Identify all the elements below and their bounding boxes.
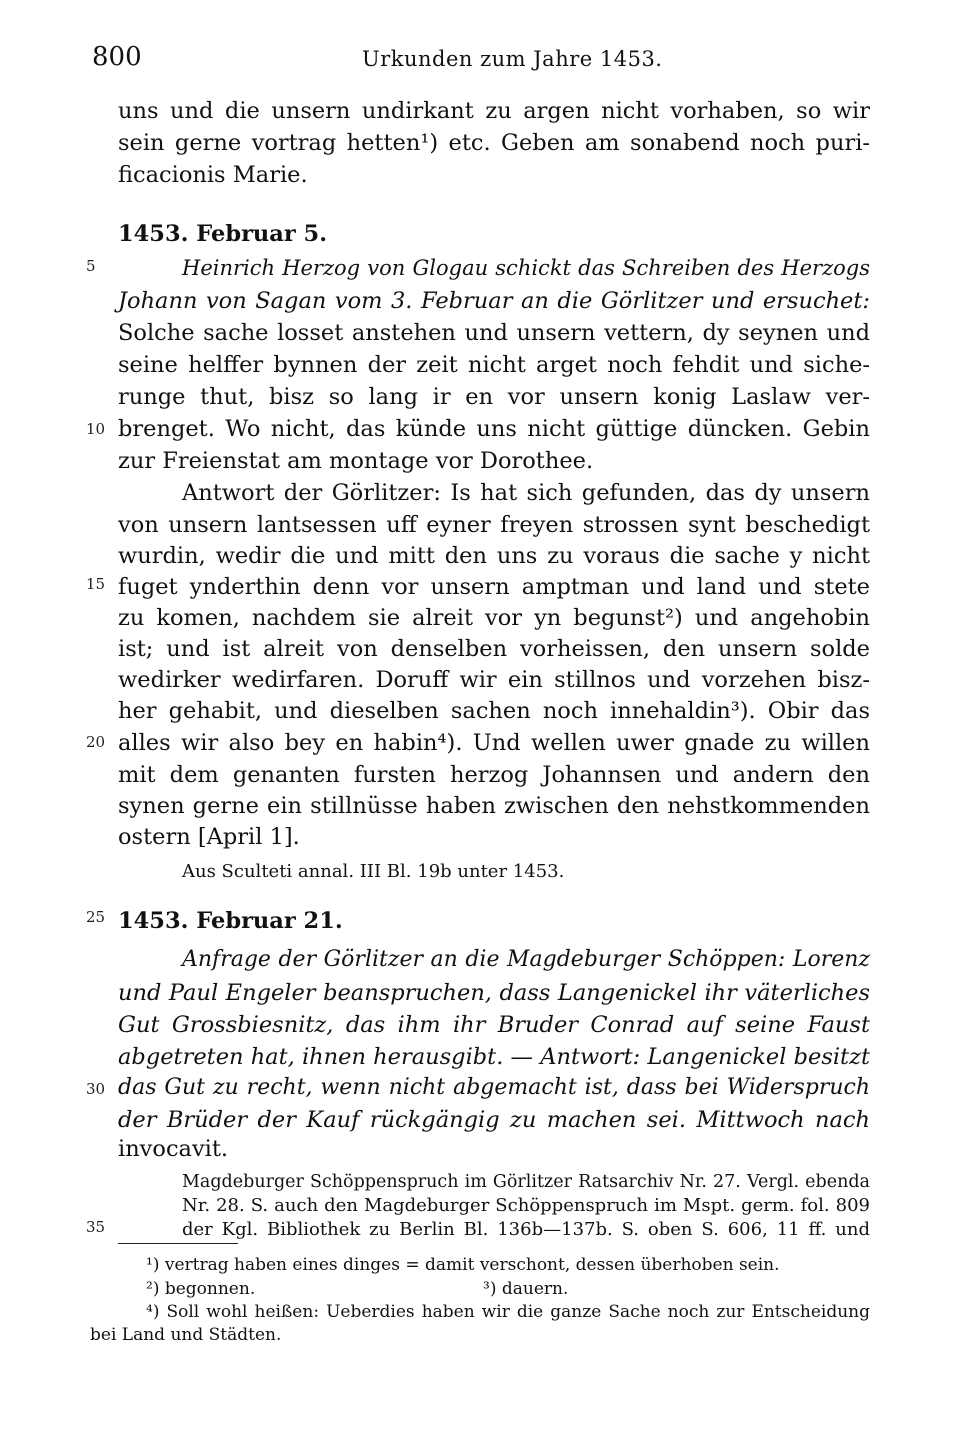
- text-line: zur Freienstat am montage vor Dorothee.: [118, 448, 594, 474]
- source-note: der Kgl. Bibliothek zu Berlin Bl. 136b—137b. S. oben S. 606, 11 ff. und: [182, 1219, 870, 1240]
- text-line: ist; und ist alreit von denselben vorheissen, den unsern solde: [118, 636, 870, 662]
- text-line: her gehabit, und dieselben sachen noch innehaldin³). Obir das: [118, 698, 870, 724]
- regest-line: Heinrich Herzog von Glogau schickt das Schreiben des Herzogs: [182, 256, 870, 280]
- line-number: 5: [86, 257, 96, 275]
- source-note: Nr. 28. S. auch den Magdeburger Schöppenspruch im Mspt. germ. fol. 809: [182, 1195, 870, 1216]
- footnote: ⁴) Soll wohl heißen: Ueberdies haben wir die ganze Sache noch zur Entscheidung: [146, 1302, 870, 1322]
- regest-line: das Gut zu recht, wenn nicht abgemacht ist, dass bei Widerspruch: [118, 1075, 870, 1100]
- regest-line: Gut Grossbiesnitz, das ihm ihr Bruder Conrad auf seine Faust: [118, 1012, 870, 1038]
- text-line: von unsern lantsessen uff eyner freyen strossen synt beschedigt: [118, 512, 870, 538]
- text-line: seine helffer bynnen der zeit nicht arget noch fehdit und siche-: [118, 352, 870, 378]
- entry-date-heading: 1453. Februar 5.: [118, 221, 328, 247]
- running-title: Urkunden zum Jahre 1453.: [362, 47, 663, 71]
- text-line: brenget. Wo nicht, das künde uns nicht güttige düncken. Gebin: [118, 416, 870, 442]
- line-number: 20: [86, 733, 106, 751]
- footnote-separator: [118, 1243, 238, 1244]
- page-number: 800: [92, 42, 142, 72]
- source-note: Aus Sculteti annal. III Bl. 19b unter 1453.: [182, 861, 565, 882]
- regest-line: abgetreten hat, ihnen herausgibt. — Antwort: Langenickel besitzt: [118, 1044, 870, 1070]
- text-line: zu komen, nachdem sie alreit vor yn begunst²) und angehobin: [118, 605, 870, 631]
- line-number: 30: [86, 1080, 106, 1098]
- text-line: ficacionis Marie.: [118, 162, 308, 188]
- text-line: synen gerne ein stillnüsse haben zwischen den nehstkommenden: [118, 793, 870, 819]
- regest-line: der Brüder der Kauf rückgängig zu machen sei. Mittwoch nach: [118, 1107, 870, 1133]
- text-line: mit dem genanten fursten herzog Johannsen und andern den: [118, 762, 870, 788]
- line-number: 25: [86, 908, 106, 926]
- text-line: wedirker wedirfaren. Doruff wir ein stillnos und vorzehen bisz-: [118, 667, 870, 693]
- source-note: Magdeburger Schöppenspruch im Görlitzer Ratsarchiv Nr. 27. Vergl. ebenda: [182, 1172, 870, 1192]
- footnote: ²) begonnen.: [146, 1279, 256, 1299]
- line-number: 15: [86, 575, 106, 593]
- footnote: ¹) vertrag haben eines dinges = damit verschont, dessen überhoben sein.: [146, 1255, 780, 1275]
- line-number: 10: [86, 420, 106, 438]
- text-line: uns und die unsern undirkant zu argen nicht vorhaben, so wir: [118, 98, 870, 124]
- text-line: fuget ynderthin denn vor unsern amptman und land und stete: [118, 574, 870, 600]
- regest-line: und Paul Engeler beanspruchen, dass Langenickel ihr väterliches: [118, 980, 870, 1006]
- text-line: Antwort der Görlitzer: Is hat sich gefunden, das dy unsern: [182, 480, 870, 506]
- text-line: alles wir also bey en habin⁴). Und wellen uwer gnade zu willen: [118, 730, 870, 756]
- footnote: bei Land und Städten.: [90, 1325, 282, 1345]
- regest-line: Anfrage der Görlitzer an die Magdeburger Schöppen: Lorenz: [182, 947, 870, 972]
- text-line: runge thut, bisz so lang ir en vor unsern konig Laslaw ver-: [118, 384, 870, 410]
- line-number: 35: [86, 1218, 106, 1236]
- text-line: Solche sache losset anstehen und unsern vettern, dy seynen und: [118, 320, 870, 346]
- text-line: wurdin, wedir die und mitt den uns zu voraus die sache y nicht: [118, 543, 870, 569]
- footnote: ³) dauern.: [483, 1279, 569, 1299]
- text-line: invocavit.: [118, 1136, 229, 1162]
- entry-date-heading: 1453. Februar 21.: [118, 908, 343, 934]
- regest-line: Johann von Sagan vom 3. Februar an die Görlitzer und ersuchet:: [118, 288, 870, 314]
- text-line: sein gerne vortrag hetten¹) etc. Geben am sonabend noch puri-: [118, 130, 870, 156]
- text-line: ostern [April 1].: [118, 824, 300, 850]
